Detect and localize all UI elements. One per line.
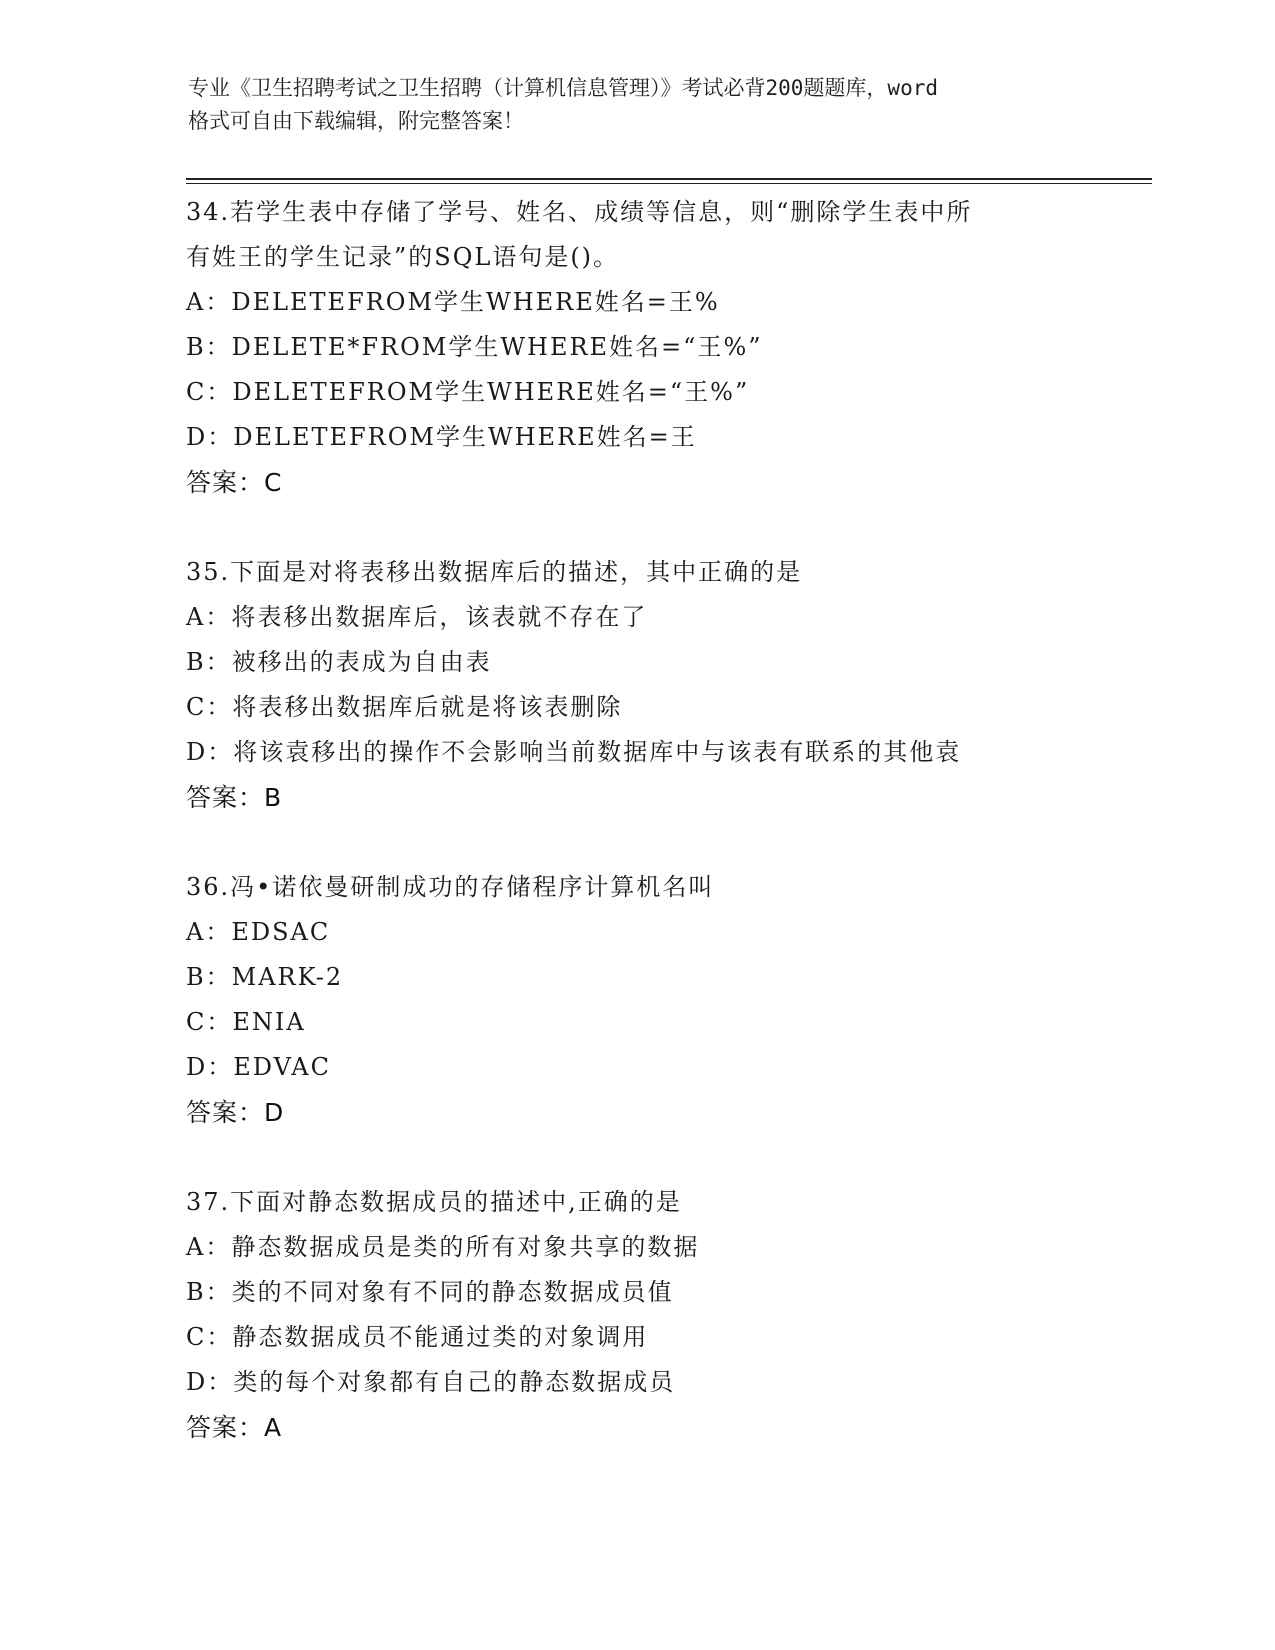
- header-title-line2: 格式可自由下载编辑，附完整答案！: [188, 109, 524, 133]
- question-list: [186, 190, 1146, 1495]
- option-b: B：类的不同对象有不同的静态数据成员值: [186, 1278, 674, 1306]
- option-a: A：将表移出数据库后，该表就不存在了: [186, 603, 648, 631]
- question-stem: 37.下面对静态数据成员的描述中,正确的是: [186, 1188, 682, 1216]
- option-b: B：MARK-2: [186, 963, 344, 991]
- option-b: B：DELETE*FROM学生WHERE姓名=“王%”: [186, 333, 763, 361]
- option-d: D：DELETEFROM学生WHERE姓名=王: [186, 423, 697, 451]
- option-c: C：将表移出数据库后就是将该表删除: [186, 693, 623, 721]
- option-c: C：DELETEFROM学生WHERE姓名=“王%”: [186, 378, 750, 406]
- question-stem: 34.若学生表中存储了学号、姓名、成绩等信息，则“删除学生表中所: [186, 198, 973, 226]
- option-a: A：EDSAC: [186, 918, 331, 946]
- option-d: D：EDVAC: [186, 1053, 331, 1081]
- question-35: [186, 550, 1146, 820]
- header-divider-thick: [186, 178, 1152, 180]
- answer: 答案：A: [186, 1413, 283, 1442]
- option-b: B：被移出的表成为自由表: [186, 648, 492, 676]
- answer: 答案：D: [186, 1098, 285, 1127]
- option-d: D：类的每个对象都有自己的静态数据成员: [186, 1368, 676, 1396]
- question-34: [186, 190, 1146, 505]
- answer: 答案：B: [186, 783, 283, 812]
- question-stem-continued: 有姓王的学生记录”的SQL语句是()。: [186, 243, 620, 271]
- option-a: A：DELETEFROM学生WHERE姓名=王%: [186, 288, 720, 316]
- question-36: [186, 865, 1146, 1135]
- question-stem: 35.下面是对将表移出数据库后的描述，其中正确的是: [186, 558, 803, 586]
- option-c: C：ENIA: [186, 1008, 306, 1036]
- option-d: D：将该袁移出的操作不会影响当前数据库中与该表有联系的其他袁: [186, 738, 962, 766]
- header-divider-thin: [186, 183, 1152, 184]
- question-stem: 36.冯•诺依曼研制成功的存储程序计算机名叫: [186, 873, 715, 901]
- answer: 答案：C: [186, 468, 283, 497]
- document-header: [188, 72, 1088, 138]
- question-37: [186, 1180, 1146, 1450]
- option-a: A：静态数据成员是类的所有对象共享的数据: [186, 1233, 700, 1261]
- header-title-line1: 专业《卫生招聘考试之卫生招聘（计算机信息管理）》考试必背200题题库，word: [188, 76, 938, 100]
- option-c: C：静态数据成员不能通过类的对象调用: [186, 1323, 649, 1351]
